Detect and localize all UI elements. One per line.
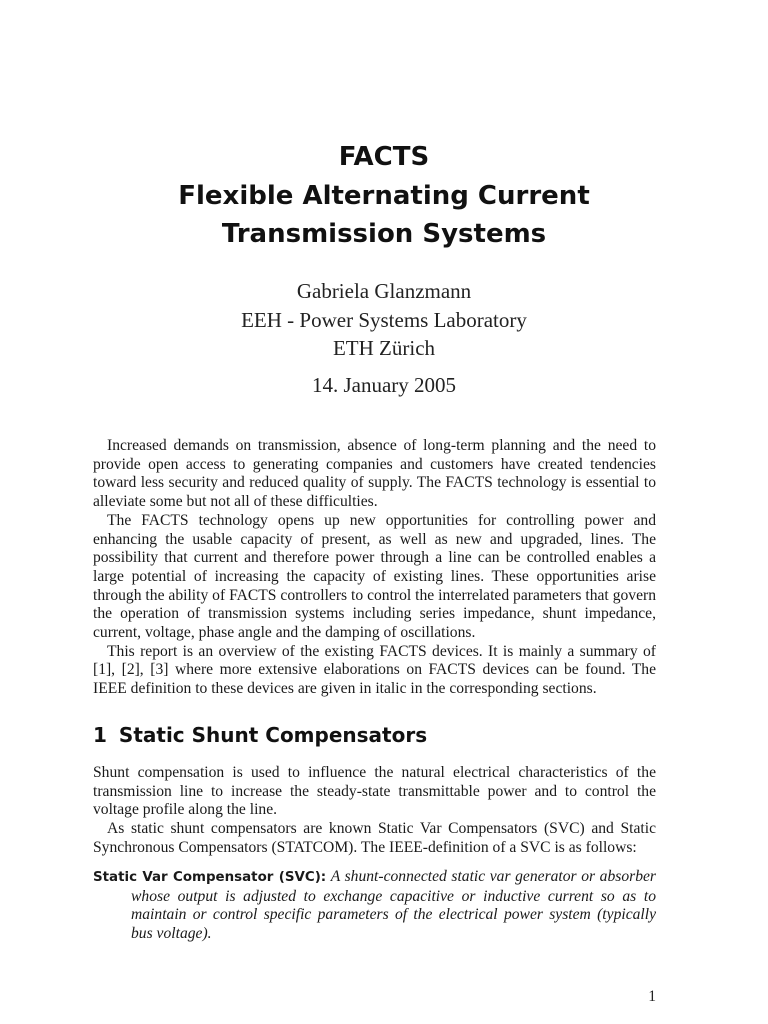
page-number: 1: [648, 988, 656, 1005]
title-line-2: Flexible Alternating Current: [178, 180, 590, 211]
author-name: Gabriela Glanzmann: [296, 279, 472, 303]
section-body: [93, 764, 656, 858]
definition-item: [93, 868, 656, 944]
abstract-paragraph-2: The FACTS technology opens up new opportunities for controlling power and enhancing the usable capacity of present, as well as new and upgraded, lines. The possibility that current and therefore power through a line can be controlled enables a large potential of increasing the capacity of existing lines. These opportunities arise through the ability of FACTS controllers to control the interrelated parameters that govern the operation of transmission systems including series impedance, shunt impedance, current, voltage, phase angle and the damping of oscillations.: [93, 511, 656, 642]
abstract-paragraph-3: This report is an overview of the existing FACTS devices. It is mainly a summary of [1], [2], [3] where more extensive elaborations on FACTS devices can be found. The IEEE definition to these devices are given in italic in the corresponding sections.: [93, 642, 656, 698]
section-heading: [93, 723, 427, 747]
title-line-3: Transmission Systems: [221, 219, 547, 249]
document-title: [0, 138, 768, 254]
author-affiliation: EEH - Power Systems Laboratory: [241, 307, 527, 332]
section-paragraph-1: Shunt compensation is used to influence the natural electrical characteristics of the transmission line to increase the steady-state transmittable power and to control the voltage profile along the line.: [93, 764, 656, 819]
author-block: [0, 277, 768, 363]
definition-body: [93, 868, 656, 944]
section-title: Static Shunt Compensators: [118, 723, 428, 747]
document-date: 14. January 2005: [311, 373, 457, 397]
title-line-1: FACTS: [338, 142, 430, 172]
abstract: [93, 437, 656, 699]
definition-term: Static Var Compensator (SVC):: [93, 870, 327, 885]
abstract-paragraph-1: Increased demands on transmission, absence of long-term planning and the need to provide open access to generating companies and customers have created tendencies toward less security and reduced quality of supply. The FACTS technology is essential to alleviate some but not all of these difficulties.: [93, 437, 656, 511]
section-paragraph-2: As static shunt compensators are known Static Var Compensators (SVC) and Static Synchronous Compensators (STATCOM). The IEEE-definition of a SVC is as follows:: [93, 820, 656, 856]
author-institution: ETH Zürich: [332, 336, 436, 360]
definition-text: A shunt-connected static var generator or absorber whose output is adjusted to exchange capacitive or inductive current so as to maintain or control specific parameters of the electrical power system (typically bus voltage).: [131, 868, 656, 943]
section-number: 1: [93, 723, 107, 747]
